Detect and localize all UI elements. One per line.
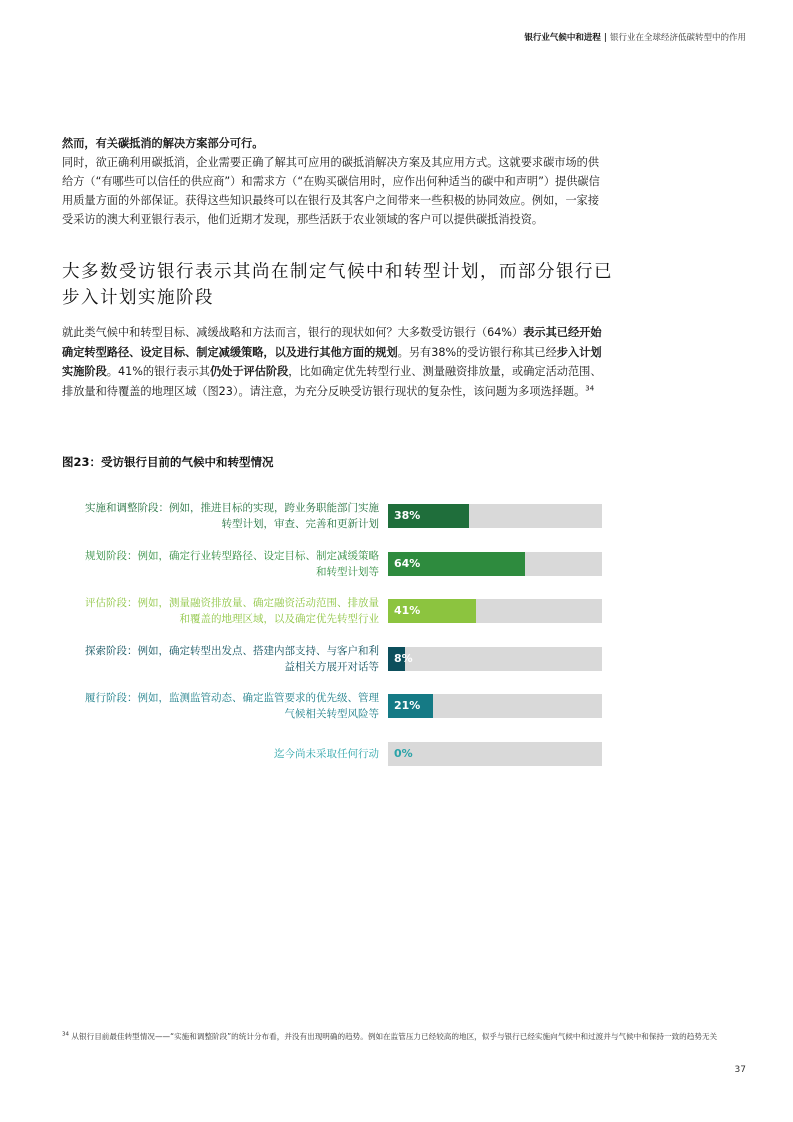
bar-value-label: 64% bbox=[394, 556, 421, 570]
status-paragraph bbox=[62, 323, 602, 401]
status-text-3: 。41%的银行表示其 bbox=[106, 365, 210, 378]
status-bold-1: 表示其已经开始确定转型路径、设定目标、制定减缓策略，以及进行其他方面的规划 bbox=[62, 326, 602, 359]
status-bold-2: 步入计划实施阶段 bbox=[62, 345, 602, 378]
footnote-number: 34 bbox=[62, 1031, 69, 1038]
bar-label-line: 和转型计划等 bbox=[316, 565, 379, 578]
bar-label-line: 评估阶段：例如，测量融资排放量、确定融资活动范围、排放量 bbox=[85, 597, 379, 609]
bar-value-label: 41% bbox=[394, 604, 421, 617]
offset-lead: 然而，有关碳抵消的解决方案部分可行。 bbox=[62, 137, 264, 150]
bar-label bbox=[49, 690, 379, 722]
bar-track bbox=[388, 599, 602, 623]
header-subtitle: 银行业在全球经济低碳转型中的作用 bbox=[609, 33, 746, 43]
figure-title: 图23：受访银行目前的气候中和转型情况 bbox=[62, 455, 274, 469]
status-bold-3: 仍处于评估阶段 bbox=[209, 365, 289, 378]
bar-value-label: 0% bbox=[394, 746, 413, 760]
bar-track bbox=[388, 694, 602, 718]
bar-track bbox=[388, 742, 602, 766]
bar-track bbox=[388, 647, 602, 671]
bar-label bbox=[49, 548, 379, 580]
bar-label bbox=[49, 595, 379, 627]
header-separator: | bbox=[603, 33, 607, 43]
bar-label-line: 益相关方展开对话等 bbox=[284, 660, 379, 673]
offset-body: 同时，欲正确利用碳抵消，企业需要正确了解其可应用的碳抵消解决方案及其应用方式。这就要求碳市场的供给方（“有哪些可以信任的供应商”）和需求方（“在购买碳信用时，应作出何种适当的碳中和声明”）提供碳信用质量方面的外部保证。获得这些知识最终可以在银行及其客户之间带来一些积极的协同效应。例如，一家接受采访的澳大利亚银行表示，他们近期才发现，那些活跃于农业领域的客户可以提供碳抵消投资。 bbox=[62, 156, 600, 226]
header-title: 银行业气候中和进程 bbox=[524, 33, 601, 43]
bar-label-line: 和覆盖的地理区域，以及确定优先转型行业 bbox=[179, 613, 379, 625]
bar-label-line: 迄今尚未采取任何行动 bbox=[274, 747, 379, 760]
section-heading: 大多数受访银行表示其尚在制定气候中和转型计划，而部分银行已步入计划实施阶段 bbox=[62, 262, 613, 308]
status-text-4: ，比如确定优先转型行业、测量融资排放量，或确定活动范围、排放量和待覆盖的地理区域（图23）。请注意，为充分反映受访银行现状的复杂性，该问题为多项选择题。 bbox=[62, 365, 602, 398]
running-header bbox=[524, 31, 746, 43]
bar-label bbox=[49, 643, 379, 675]
page-number: 37 bbox=[734, 1065, 746, 1075]
footnote bbox=[62, 1031, 752, 1043]
bar-label-line: 履行阶段：例如，监测监管动态、确定监管要求的优先级、管理 bbox=[85, 692, 379, 704]
bar-label bbox=[49, 500, 379, 532]
footnote-text: 从银行目前最佳转型情况——“实施和调整阶段”的统计分布看，并没有出现明确的趋势。例如在监管压力已经较高的地区，似乎与银行已经实施向气候中和过渡并与气候中和保持一致的趋势无关 bbox=[71, 1032, 718, 1041]
bar-label-line: 探索阶段：例如，确定转型出发点、搭建内部支持、与客户和利 bbox=[85, 644, 379, 657]
bar-label-line: 规划阶段：例如，确定行业转型路径、设定目标、制定减缓策略 bbox=[85, 549, 379, 562]
bar-label-line: 转型计划，审查、完善和更新计划 bbox=[221, 518, 379, 530]
footnote-reference[interactable]: 34 bbox=[585, 383, 595, 392]
bar-track bbox=[388, 504, 602, 528]
bar-label-line: 气候相关转型风险等 bbox=[284, 708, 379, 720]
bar-track bbox=[388, 552, 602, 576]
bar-value-label: 38% bbox=[394, 509, 421, 522]
bar-label-line: 实施和调整阶段：例如，推进目标的实现，跨业务职能部门实施 bbox=[85, 502, 379, 514]
status-text-1: 就此类气候中和转型目标、减缓战略和方法而言，银行的现状如何？大多数受访银行（64%） bbox=[62, 326, 524, 339]
status-text-2: 。另有38%的受访银行称其已经 bbox=[397, 345, 557, 359]
bar-label bbox=[49, 746, 379, 762]
bar-value-label: 8% bbox=[394, 651, 413, 665]
offset-paragraph bbox=[62, 134, 602, 229]
bar-value-label: 21% bbox=[394, 699, 421, 712]
